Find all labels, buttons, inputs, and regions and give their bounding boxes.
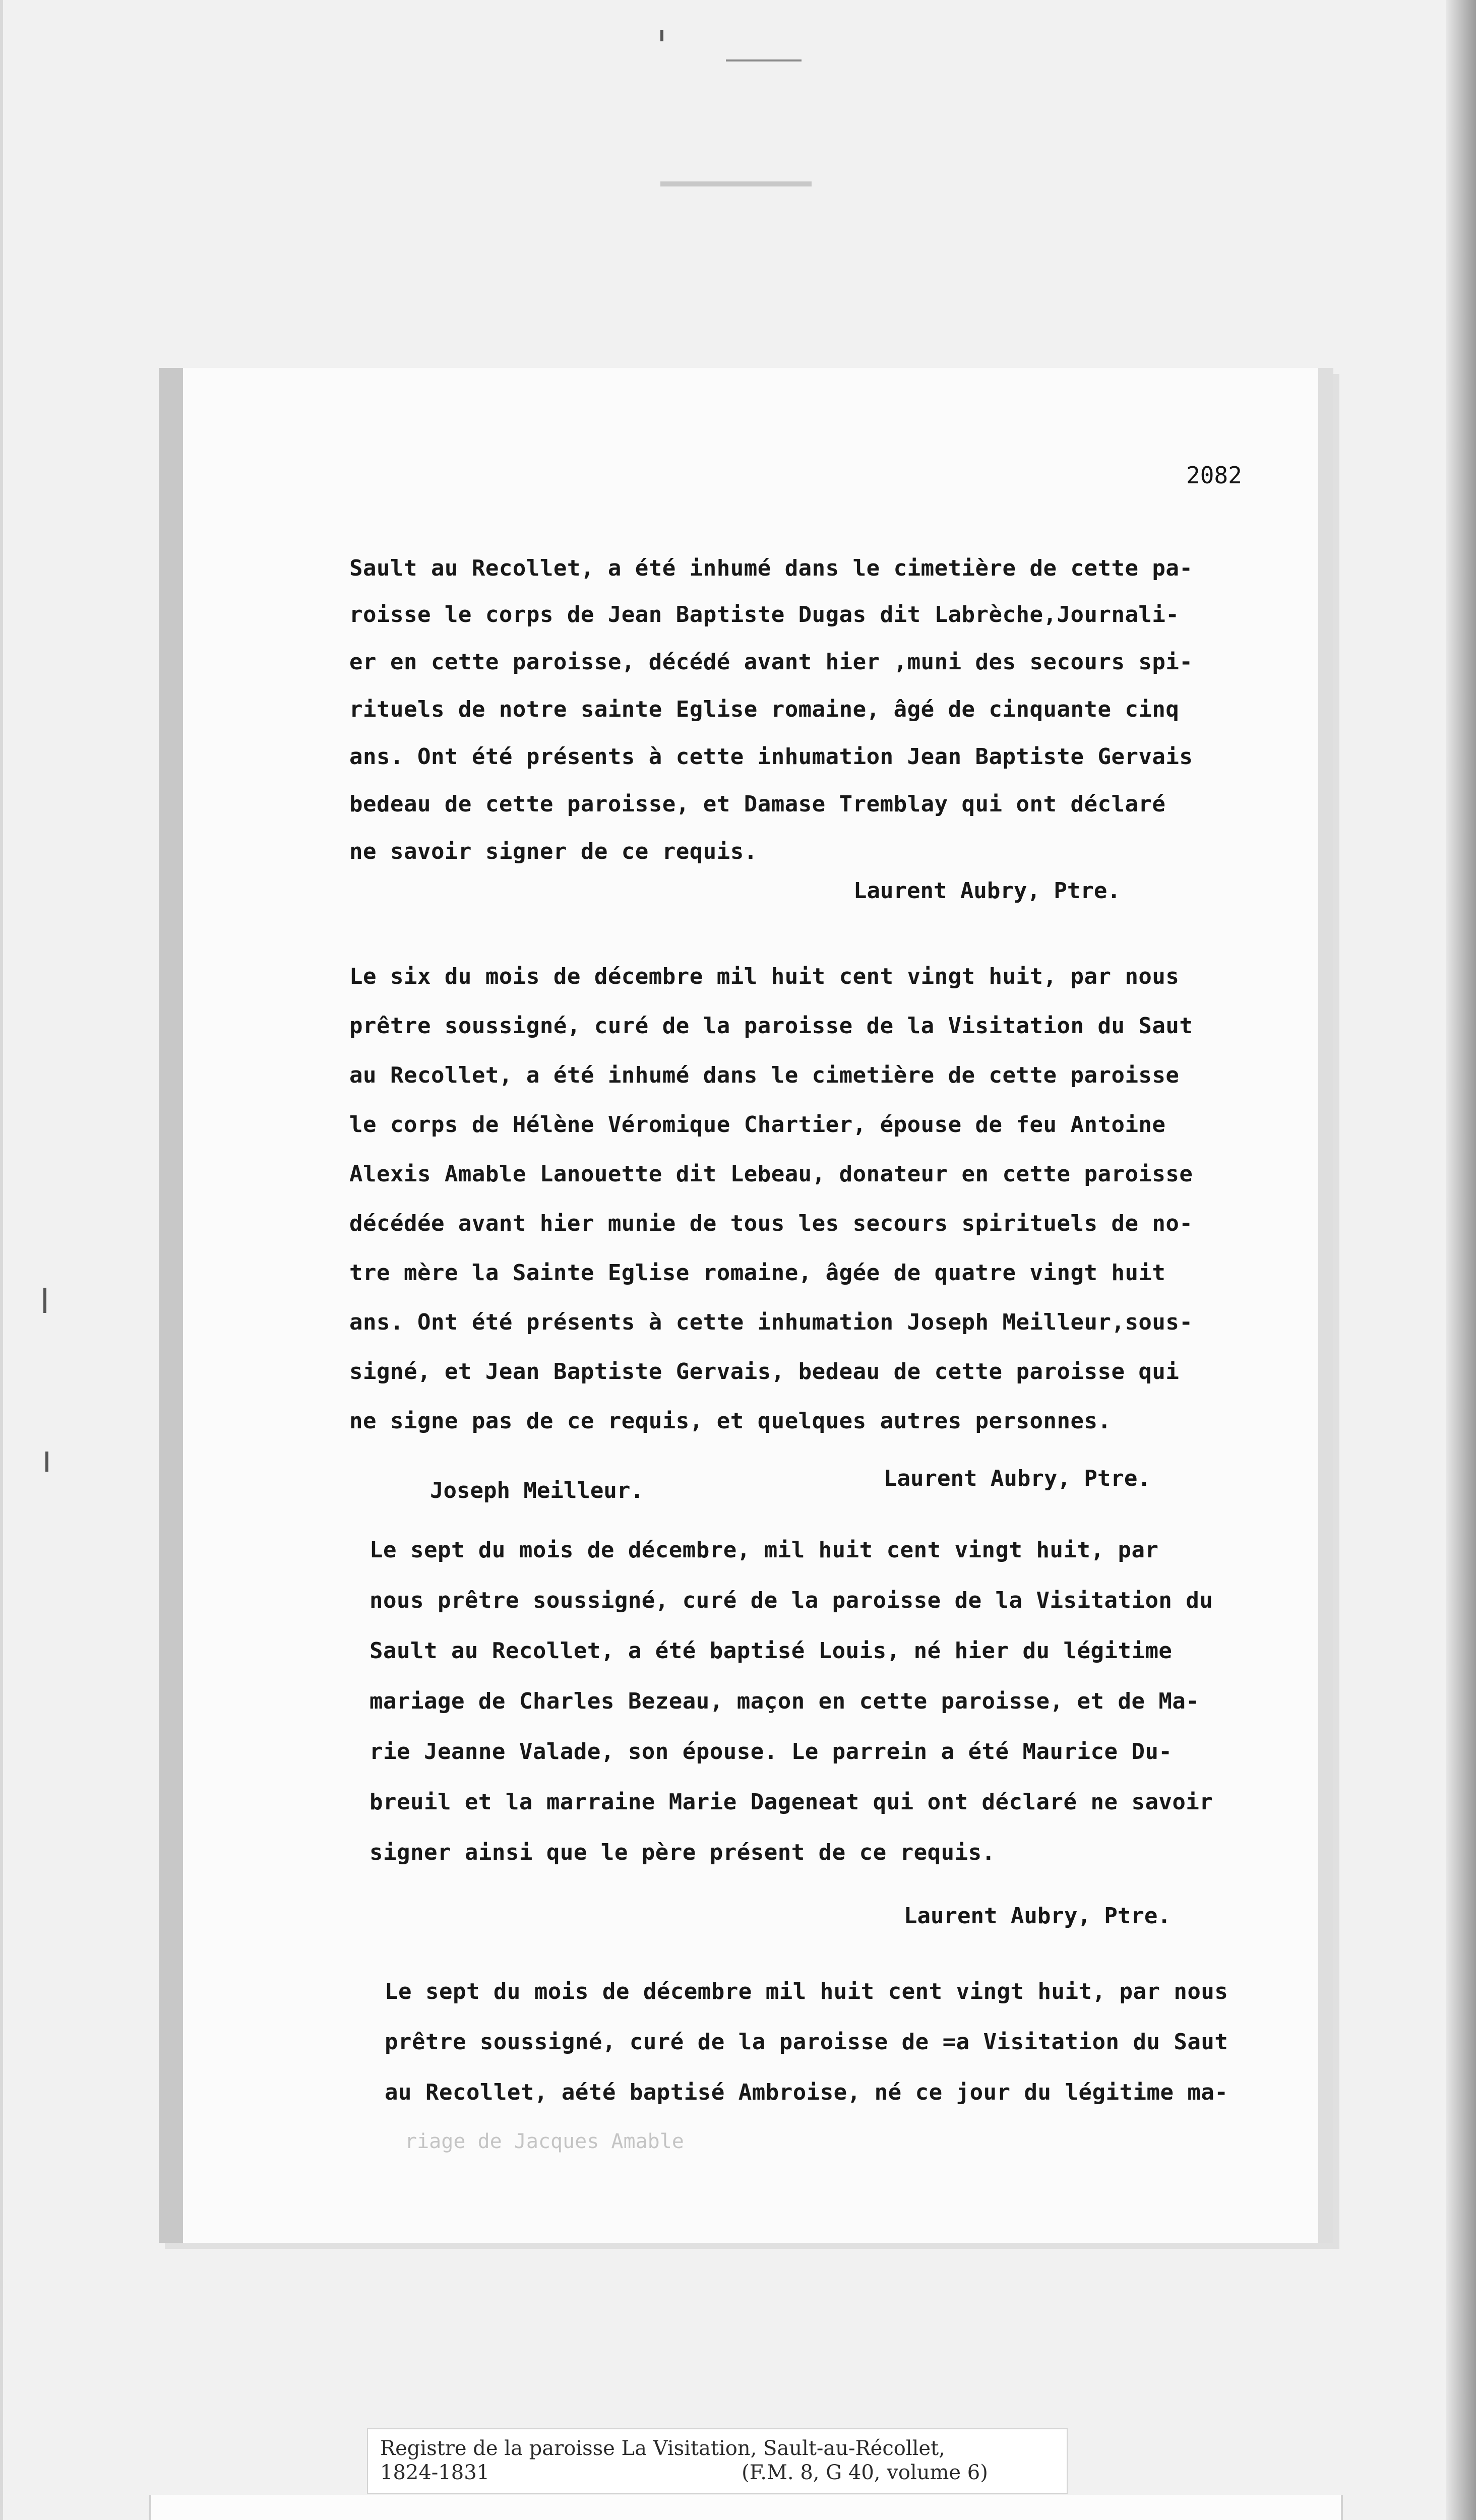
entry-3-line-6: breuil et la marraine Marie Dageneat qui ont déclaré ne savoir	[370, 1789, 1213, 1815]
entry-1-line-2: roisse le corps de Jean Baptiste Dugas dit Labrèche,Journali-	[349, 602, 1180, 627]
entry-2-line-5: Alexis Amable Lanouette dit Lebeau, donateur en cette paroisse	[349, 1161, 1193, 1187]
entry-4-line-1: Le sept du mois de décembre mil huit cent vingt huit, par nous	[385, 1979, 1228, 2004]
typed-register-page	[159, 368, 1333, 2243]
label-years: 1824-1831	[380, 2461, 490, 2484]
entry-1-line-6: bedeau de cette paroisse, et Damase Tremblay qui ont déclaré	[349, 791, 1166, 817]
film-scratch	[45, 1452, 48, 1472]
archive-reference-label	[367, 2428, 1068, 2494]
entry-2-line-4: le corps de Hélène Véromique Chartier, épouse de feu Antoine	[349, 1112, 1166, 1138]
public-archives-stamp	[149, 2495, 1343, 2520]
signature-joseph-meilleur: Joseph Meilleur.	[430, 1478, 644, 1503]
film-scratch	[660, 30, 663, 41]
film-scratch	[660, 181, 812, 186]
film-edge	[1446, 0, 1476, 2520]
sheet-shadow	[1318, 368, 1333, 2243]
entry-1-line-7: ne savoir signer de ce requis.	[349, 839, 758, 864]
signature-laurent-aubry-1: Laurent Aubry, Ptre.	[853, 878, 1121, 904]
label-fonds-reference: (F.M. 8, G 40, volume 6)	[742, 2461, 988, 2484]
entry-4-line-2: prêtre soussigné, curé de la paroisse de =a Visitation du Saut	[385, 2029, 1228, 2055]
entry-4-line-3: au Recollet, aété baptisé Ambroise, né ce jour du légitime ma-	[385, 2080, 1228, 2105]
entry-3-line-7: signer ainsi que le père présent de ce requis.	[370, 1840, 996, 1865]
entry-3-line-3: Sault au Recollet, a été baptisé Louis, né hier du légitime	[370, 1638, 1173, 1664]
label-register-title: Registre de la paroisse La Visitation, Sault-au-Récollet,	[380, 2437, 945, 2460]
entry-3-line-2: nous prêtre soussigné, curé de la paroisse de la Visitation du	[370, 1588, 1213, 1613]
signature-laurent-aubry-2: Laurent Aubry, Ptre.	[884, 1466, 1151, 1491]
entry-2-line-10: ne signe pas de ce requis, et quelques autres personnes.	[349, 1408, 1112, 1434]
entry-2-line-7: tre mère la Sainte Eglise romaine, âgée de quatre vingt huit	[349, 1260, 1166, 1286]
entry-2-line-6: décédée avant hier munie de tous les secours spirituels de no-	[349, 1211, 1193, 1236]
entry-3-line-1: Le sept du mois de décembre, mil huit cent vingt huit, par	[370, 1537, 1159, 1563]
film-scratch	[726, 59, 802, 61]
entry-3-line-4: mariage de Charles Bezeau, maçon en cette paroisse, et de Ma-	[370, 1688, 1200, 1714]
entry-1-line-5: ans. Ont été présents à cette inhumation Jean Baptiste Gervais	[349, 744, 1193, 770]
entry-3-line-5: rie Jeanne Valade, son épouse. Le parrein a été Maurice Du-	[370, 1739, 1173, 1765]
page-number: 2082	[1186, 462, 1242, 489]
entry-2-line-2: prêtre soussigné, curé de la paroisse de la Visitation du Saut	[349, 1013, 1193, 1039]
entry-2-line-1: Le six du mois de décembre mil huit cent vingt huit, par nous	[349, 964, 1180, 989]
film-scratch	[43, 1288, 46, 1313]
signature-laurent-aubry-3: Laurent Aubry, Ptre.	[904, 1903, 1171, 1929]
entry-1-line-3: er en cette paroisse, décédé avant hier ,muni des secours spi-	[349, 649, 1193, 675]
faded-continuation-line: riage de Jacques Amable	[405, 2130, 684, 2153]
entry-2-line-9: signé, et Jean Baptiste Gervais, bedeau de cette paroisse qui	[349, 1359, 1180, 1384]
entry-1-line-4: rituels de notre sainte Eglise romaine, âgé de cinquante cinq	[349, 697, 1180, 722]
entry-2-line-8: ans. Ont été présents à cette inhumation Joseph Meilleur,sous-	[349, 1309, 1193, 1335]
entry-1-line-1: Sault au Recollet, a été inhumé dans le cimetière de cette pa-	[349, 555, 1193, 581]
label-reference-row	[380, 2461, 1055, 2485]
entry-2-line-3: au Recollet, a été inhumé dans le cimetière de cette paroisse	[349, 1062, 1180, 1088]
